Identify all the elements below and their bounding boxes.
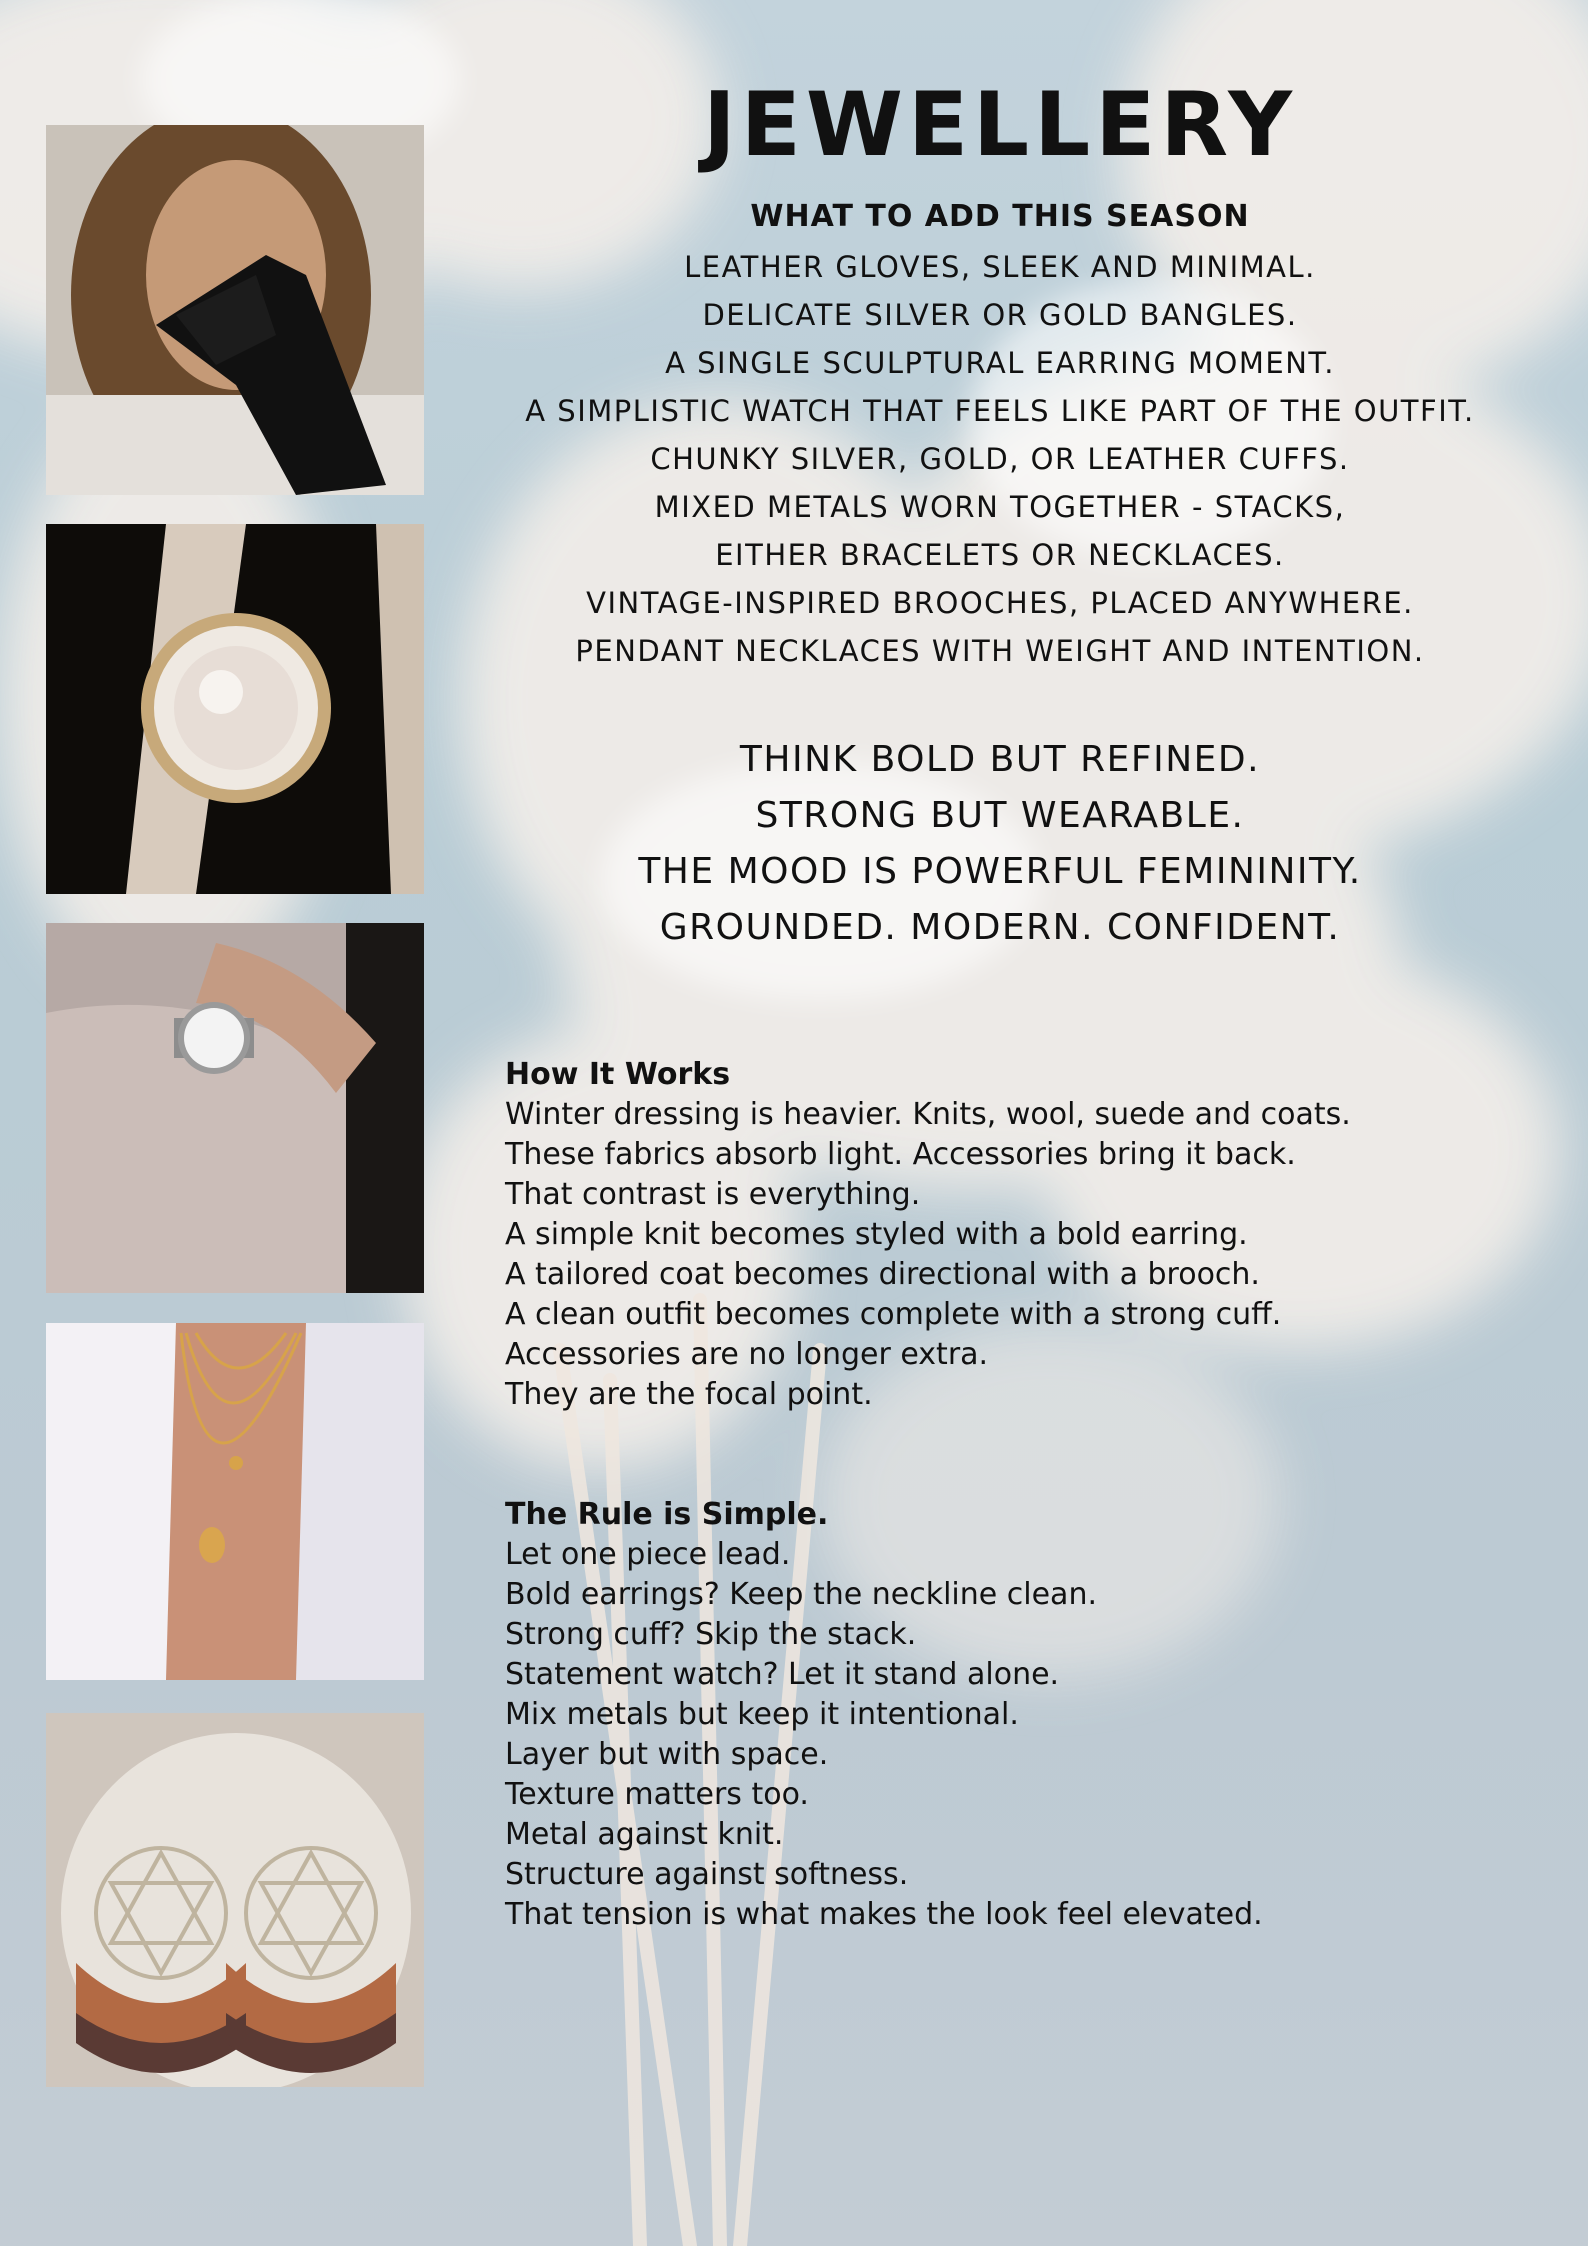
how-it-works-line: Accessories are no longer extra. xyxy=(505,1337,989,1372)
how-it-works-line: A tailored coat becomes directional with a brooch. xyxy=(505,1257,1260,1292)
season-section xyxy=(440,196,1560,675)
mood-statement xyxy=(440,732,1560,956)
rule-line: Texture matters too. xyxy=(505,1777,809,1812)
mood-line: GROUNDED. MODERN. CONFIDENT. xyxy=(659,907,1341,948)
rule-line: Bold earrings? Keep the neckline clean. xyxy=(505,1577,1097,1612)
season-item: MIXED METALS WORN TOGETHER - STACKS, xyxy=(654,490,1346,524)
photo-minimal-watch xyxy=(46,923,424,1293)
how-it-works-line: A clean outfit becomes complete with a strong cuff. xyxy=(505,1297,1282,1332)
season-item: LEATHER GLOVES, SLEEK AND MINIMAL. xyxy=(684,250,1316,284)
how-it-works-line: That contrast is everything. xyxy=(505,1177,921,1212)
season-item: A SINGLE SCULPTURAL EARRING MOMENT. xyxy=(665,346,1335,380)
season-list xyxy=(440,243,1560,675)
rule-line: Mix metals but keep it intentional. xyxy=(505,1697,1019,1732)
rule-heading: The Rule is Simple. xyxy=(505,1497,829,1532)
photo-pendant-necklaces xyxy=(46,1323,424,1680)
mood-line: STRONG BUT WEARABLE. xyxy=(755,795,1245,836)
how-it-works-line: Winter dressing is heavier. Knits, wool, suede and coats. xyxy=(505,1097,1351,1132)
rule-line: Layer but with space. xyxy=(505,1737,829,1772)
page-title: JEWELLERY xyxy=(703,73,1297,176)
photo-leather-gloves xyxy=(46,125,424,495)
rule-line: Statement watch? Let it stand alone. xyxy=(505,1657,1060,1692)
how-it-works-line: They are the focal point. xyxy=(505,1377,873,1412)
rule-line: Strong cuff? Skip the stack. xyxy=(505,1617,917,1652)
mood-line: THE MOOD IS POWERFUL FEMININITY. xyxy=(638,851,1362,892)
rule-line: That tension is what makes the look feel elevated. xyxy=(505,1897,1263,1932)
how-it-works-line: A simple knit becomes styled with a bold earring. xyxy=(505,1217,1248,1252)
how-it-works-line: These fabrics absorb light. Accessories bring it back. xyxy=(505,1137,1296,1172)
season-item: A SIMPLISTIC WATCH THAT FEELS LIKE PART OF THE OUTFIT. xyxy=(525,394,1475,428)
season-item: VINTAGE-INSPIRED BROOCHES, PLACED ANYWHERE. xyxy=(586,586,1414,620)
rule-section xyxy=(505,1495,1545,1935)
photo-statement-earrings xyxy=(46,1713,424,2087)
season-item: DELICATE SILVER OR GOLD BANGLES. xyxy=(702,298,1298,332)
season-item: CHUNKY SILVER, GOLD, OR LEATHER CUFFS. xyxy=(650,442,1350,476)
rule-line: Metal against knit. xyxy=(505,1817,784,1852)
season-item: EITHER BRACELETS OR NECKLACES. xyxy=(715,538,1285,572)
mood-line: THINK BOLD BUT REFINED. xyxy=(739,739,1261,780)
season-item: PENDANT NECKLACES WITH WEIGHT AND INTENTION. xyxy=(575,634,1425,668)
rule-line: Let one piece lead. xyxy=(505,1537,791,1572)
season-heading: WHAT TO ADD THIS SEASON xyxy=(750,199,1250,234)
how-it-works-section xyxy=(505,1055,1545,1415)
rule-line: Structure against softness. xyxy=(505,1857,909,1892)
photo-vintage-brooch xyxy=(46,524,424,894)
how-it-works-heading: How It Works xyxy=(505,1057,731,1092)
